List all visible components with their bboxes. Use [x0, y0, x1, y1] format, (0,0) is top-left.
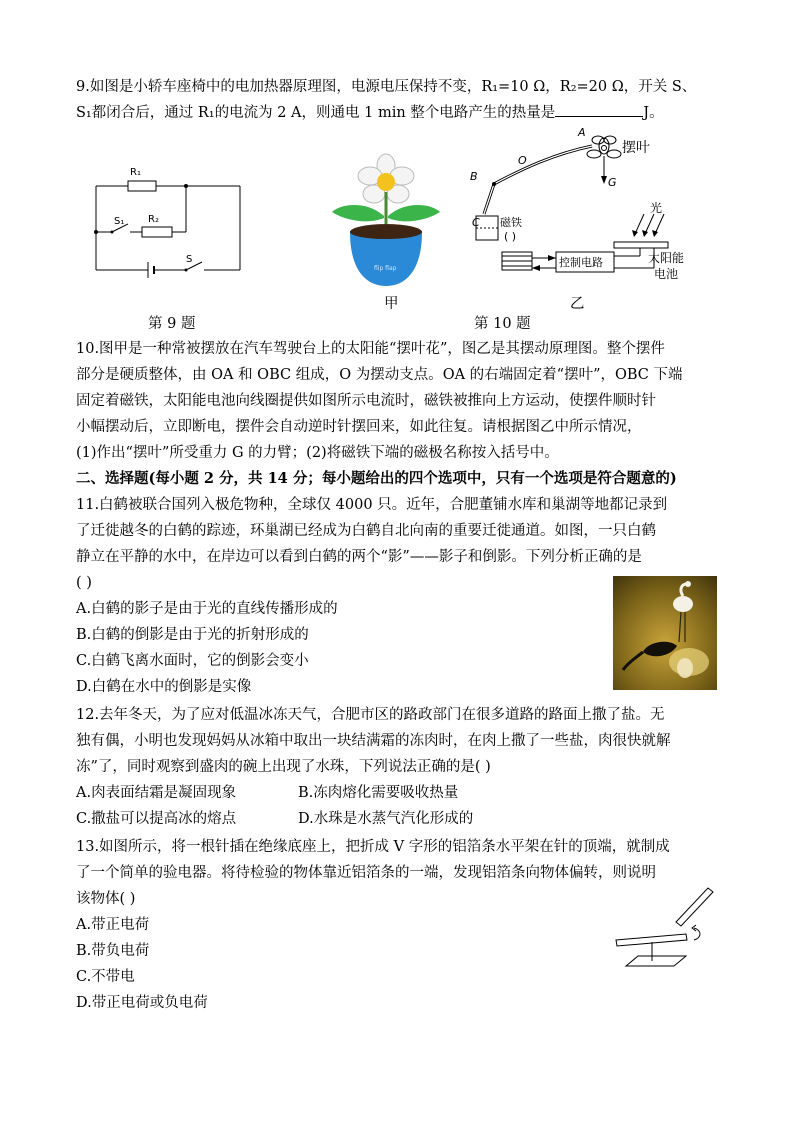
label-guang: 光 [650, 201, 663, 215]
label-s1: S₁ [114, 216, 125, 227]
label-g: G [608, 176, 617, 189]
q9-line2 [76, 100, 730, 126]
label-citie: 磁铁 [500, 216, 522, 229]
q11-line4: ( ) [76, 575, 92, 591]
electroscope-diagram [612, 884, 716, 976]
crane-photo [613, 576, 717, 690]
label-r2: R₂ [148, 214, 159, 225]
flower-toy-image [326, 152, 446, 292]
q9-line1: 9.如图是小轿车座椅中的电加热器原理图，电源电压保持不变，R₁=10 Ω，R₂=20 Ω，开关 S、 [76, 79, 697, 95]
q9-unit: J。 [643, 105, 664, 121]
q10-line5: (1)作出“摆叶”所受重力 G 的力臂；(2)将磁铁下端的磁极名称按入括号中。 [76, 445, 559, 461]
fig-jia-label: 甲 [384, 296, 399, 312]
caption-q9: 第 9 题 [148, 316, 196, 332]
q11-option-c[interactable]: C.白鹤飞离水面时，它的倒影会变小 [76, 653, 309, 669]
q9-line2-text: S₁都闭合后，通过 R₁的电流为 2 A，则通电 1 min 整个电路产生的热量是 [76, 105, 556, 121]
q12-line1: 12.去年冬天，为了应对低温冰冻天气，合肥市区的路政部门在很多道路的路面上撒了盐。无 [76, 707, 665, 723]
label-c: C [472, 216, 480, 229]
circuit-diagram [90, 158, 250, 278]
q11-line1: 11.白鹤被联合国列入极危物种，全球仅 4000 只。近年，合肥董铺水库和巢湖等地都记录到 [76, 497, 668, 513]
q12-option-b[interactable]: B.冻肉熔化需要吸收热量 [298, 785, 459, 801]
label-solar1: 太阳能 [648, 251, 685, 265]
q13-option-b[interactable]: B.带负电荷 [76, 943, 150, 959]
label-bracket: ( ) [504, 230, 517, 243]
label-solar2: 电池 [654, 267, 679, 281]
svg-text:flip flap: flip flap [374, 265, 397, 272]
label-r1: R₁ [130, 167, 141, 178]
q10-line1: 10.图甲是一种常被摆放在汽车驾驶台上的太阳能“摆叶花”，图乙是其摆动原理图。整个摆件 [76, 341, 665, 357]
q11-option-a[interactable]: A.白鹤的影子是由于光的直线传播形成的 [76, 601, 338, 617]
label-baiye: 摆叶 [622, 140, 650, 156]
q13-option-a[interactable]: A.带正电荷 [76, 917, 150, 933]
q12-option-c[interactable]: C.撒盐可以提高冰的熔点 [76, 811, 237, 827]
q13-line1: 13.如图所示，将一根针插在绝缘底座上，把折成 V 字形的铝箔条水平架在针的顶端，就制成 [76, 839, 670, 855]
label-a: A [578, 126, 586, 139]
caption-q10: 第 10 题 [474, 316, 531, 332]
q12-option-a[interactable]: A.肉表面结霜是凝固现象 [76, 785, 237, 801]
q13-option-c[interactable]: C.不带电 [76, 969, 135, 985]
label-o: O [518, 154, 527, 167]
section-heading: 二、选择题(每小题 2 分，共 14 分；每小题给出的四个选项中，只有一个选项是符合题意的) [76, 470, 677, 487]
answer-blank[interactable] [555, 102, 643, 117]
q12-option-d[interactable]: D.水珠是水蒸气汽化形成的 [298, 811, 474, 827]
q11-option-d[interactable]: D.白鹤在水中的倒影是实像 [76, 679, 252, 695]
q11-line3: 静立在平静的水中，在岸边可以看到白鹤的两个“影”——影子和倒影。下列分析正确的是 [76, 549, 642, 565]
label-b: B [470, 170, 478, 183]
q10-line3: 固定着磁铁，太阳能电池向线圈提供如图所示电流时，磁铁被推向上方运动，使摆件顺时针 [76, 393, 656, 409]
q12-line3: 冻”了，同时观察到盛肉的碗上出现了水珠，下列说法正确的是( ) [76, 759, 491, 775]
q13-option-d[interactable]: D.带正电荷或负电荷 [76, 995, 208, 1011]
q12-line2: 独有偶，小明也发现妈妈从冰箱中取出一块结满霜的冻肉时，在肉上撒了一些盐，肉很快就解 [76, 733, 671, 749]
label-s: S [186, 254, 193, 265]
q10-line4: 小幅摆动后，立即断电，摆件会自动逆时针摆回来，如此往复。请根据图乙中所示情况， [76, 419, 642, 435]
mechanism-diagram [464, 124, 704, 294]
q11-option-b[interactable]: B.白鹤的倒影是由于光的折射形成的 [76, 627, 309, 643]
q10-line2: 部分是硬质整体，由 OA 和 OBC 组成，O 为摆动支点。OA 的右端固定着“摆叶”，OBC 下端 [76, 367, 683, 383]
fig-yi-label: 乙 [570, 296, 585, 312]
q13-line3: 该物体( ) [76, 891, 136, 907]
q13-line2: 了一个简单的验电器。将待检验的物体靠近铝箔条的一端，发现铝箔条向物体偏转，则说明 [76, 865, 656, 881]
label-control: 控制电路 [559, 256, 603, 269]
q11-line2: 了迁徙越冬的白鹤的踪迹，环巢湖已经成为白鹤自北向南的重要迁徙通道。如图，一只白鹤 [76, 523, 656, 539]
